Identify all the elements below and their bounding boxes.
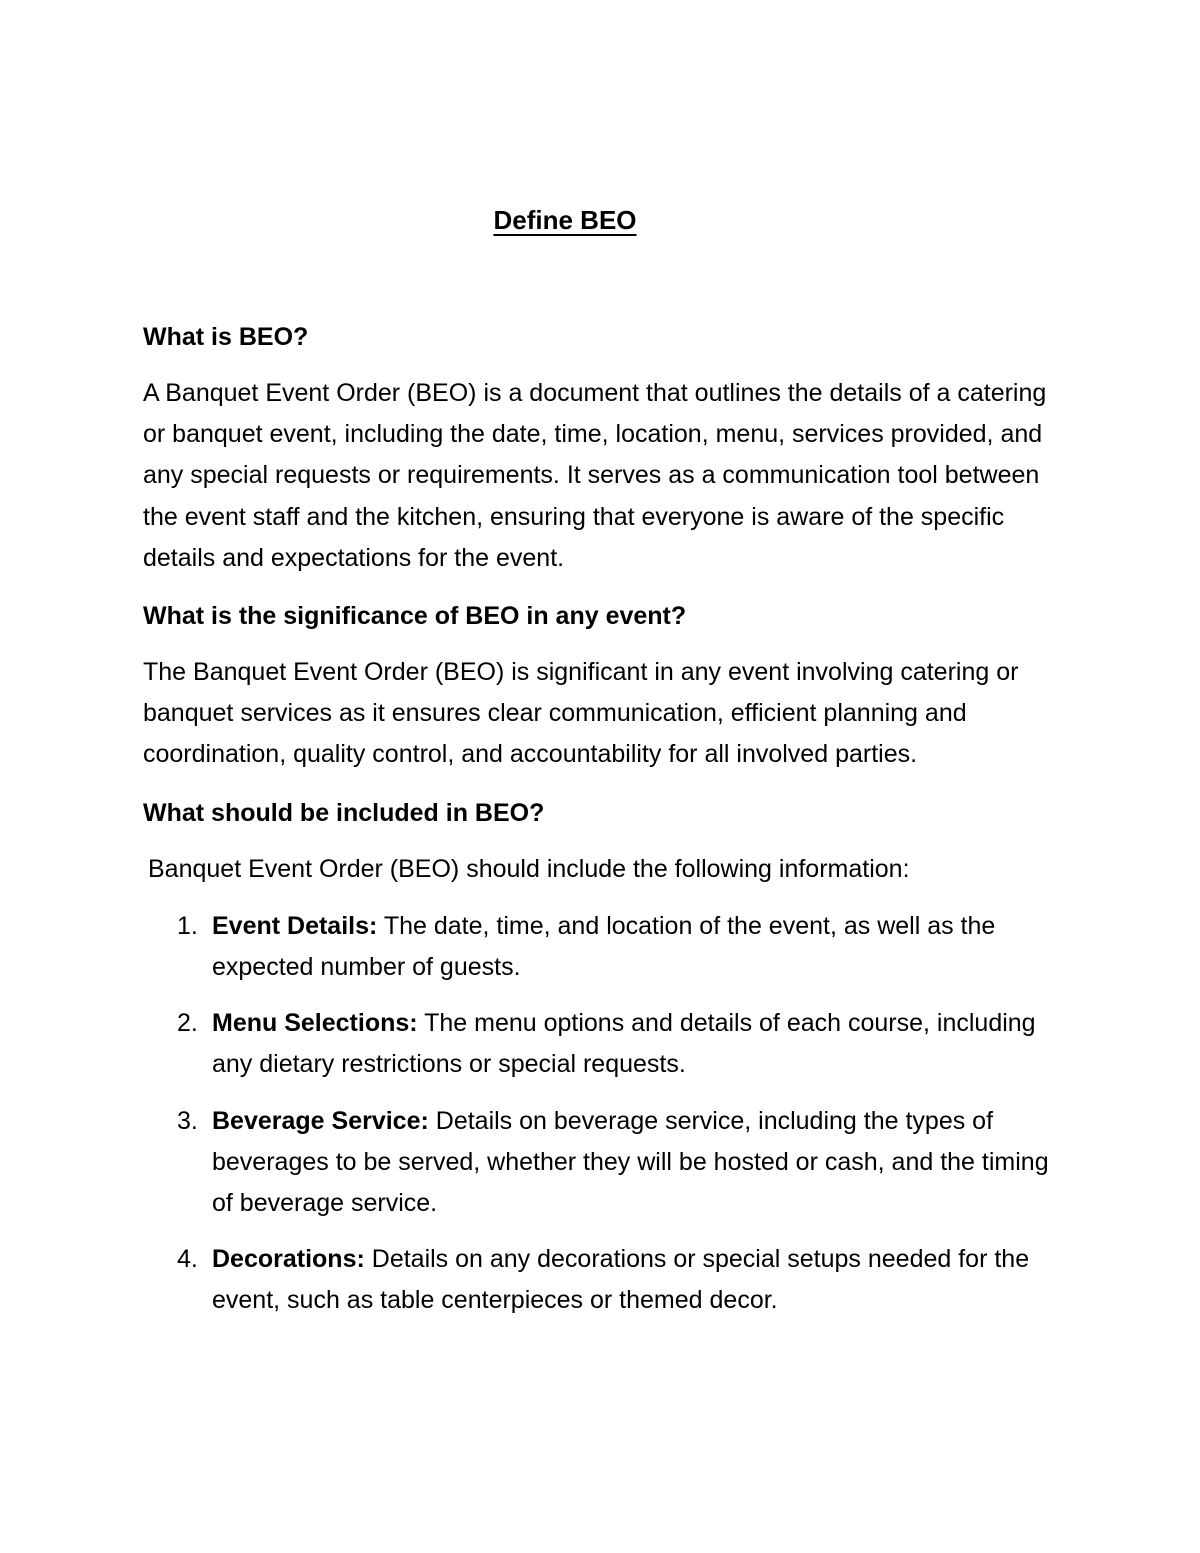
page-title	[0, 200, 1130, 240]
list-item-text: The date, time, and location of the event, as well as the expected number of guests.	[212, 911, 996, 982]
list-item-text: Details on beverage service, including the types of beverages to be served, whether they will be hosted or cash, and the timing of beverage service.	[212, 1106, 1049, 1218]
section-body-what-is-beo: A Banquet Event Order (BEO) is a document that outlines the details of a catering or banquet event, including the date, time, location, menu, services provided, and any special requests or requirements. It serves as a communication tool between the event staff and the kitchen, ensuring that everyone is aware of the specific details and expectations for the event.	[143, 379, 1047, 572]
list-item	[143, 906, 1063, 988]
list-item-number: 1.	[177, 911, 198, 940]
list-item-number: 2.	[177, 1009, 198, 1038]
section-body-included: Banquet Event Order (BEO) should include the following information:	[148, 854, 910, 883]
document-body	[143, 316, 1063, 1337]
section-heading-what-is-beo: What is BEO?	[143, 323, 309, 351]
list-item-number: 4.	[177, 1245, 198, 1274]
list-item-term: Menu Selections:	[212, 1009, 418, 1038]
section-body-significance: The Banquet Event Order (BEO) is significant in any event involving catering or banquet services as it ensures clear communication, efficient planning and coordination, quality control, and accountability for all involved parties.	[143, 658, 1019, 769]
section-heading-significance: What is the significance of BEO in any event?	[143, 602, 687, 631]
list-item-term: Beverage Service:	[212, 1106, 429, 1135]
list-item	[143, 1003, 1063, 1085]
list-item	[143, 1101, 1063, 1225]
section-heading-included: What should be included in BEO?	[143, 798, 545, 827]
list-item	[143, 1239, 1063, 1321]
list-item-term: Event Details:	[212, 911, 378, 940]
list-item-number: 3.	[177, 1106, 198, 1135]
page-title-text: Define BEO	[493, 205, 637, 235]
list-item-text: The menu options and details of each course, including any dietary restrictions or special requests.	[212, 1009, 1036, 1079]
included-items-list	[143, 906, 1063, 1322]
list-item-text: Details on any decorations or special setups needed for the event, such as table centerpieces or themed decor.	[212, 1245, 1030, 1315]
list-item-term: Decorations:	[212, 1245, 365, 1274]
